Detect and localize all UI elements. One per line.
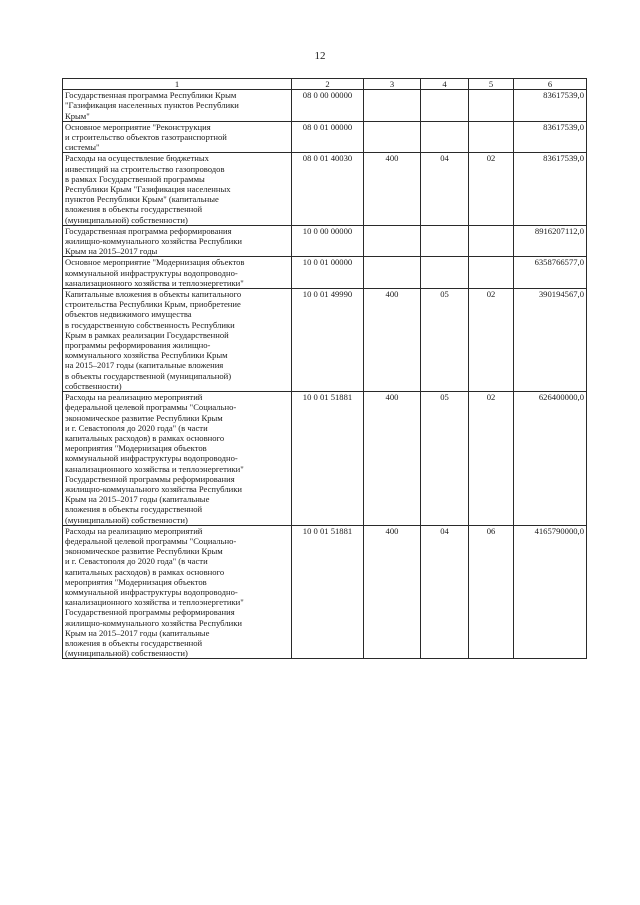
row-amount-cell: 4165790000,0 [514, 525, 587, 659]
table-row [63, 121, 587, 153]
row-section-cell: 04 [421, 153, 469, 225]
column-header: 3 [364, 79, 421, 90]
row-name-cell: Капитальные вложения в объекты капитального строительства Республики Крым, приобретение объектов недвижимого имущества в государственную собственность Республики Крым в рамках реализации Государственной программы реформирования жилищно- коммунального хозяйства Республики Крым на 2015–2017 годы (капитальные вложения в объекты государственной (муниципальной) собственности) [63, 289, 292, 392]
row-subsection-cell [469, 90, 514, 122]
row-expense-type-cell: 400 [364, 153, 421, 225]
row-subsection-cell [469, 257, 514, 289]
row-section-cell: 04 [421, 525, 469, 659]
row-code-cell: 10 0 01 51881 [292, 525, 364, 659]
column-header: 4 [421, 79, 469, 90]
table-row [63, 525, 587, 659]
row-amount-cell: 83617539,0 [514, 90, 587, 122]
row-expense-type-cell [364, 121, 421, 153]
row-subsection-cell: 02 [469, 153, 514, 225]
row-name-cell: Расходы на реализацию мероприятий федеральной целевой программы "Социально- экономическое развитие Республики Крым и г. Севастополя до 2020 года" (в части капитальных расходов) в рамках основного мероприятия "Модернизация объектов коммунальной инфраструктуры водопроводно- канализационного хозяйства и теплоэнергетики" Государственной программы реформирования жилищно-коммунального хозяйства Республики Крым на 2015–2017 годы (капитальные вложения в объекты государственной (муниципальной) собственности) [63, 525, 292, 659]
column-header: 6 [514, 79, 587, 90]
row-subsection-cell: 02 [469, 289, 514, 392]
column-header: 2 [292, 79, 364, 90]
table-row [63, 289, 587, 392]
table-row [63, 153, 587, 225]
row-name-cell: Расходы на реализацию мероприятий федеральной целевой программы "Социально- экономическое развитие Республики Крым и г. Севастополя до 2020 года" (в части капитальных расходов) в рамках основного мероприятия "Модернизация объектов коммунальной инфраструктуры водопроводно- канализационного хозяйства и теплоэнергетики" Государственной программы реформирования жилищно-коммунального хозяйства Республики Крым на 2015–2017 годы (капитальные вложения в объекты государственной (муниципальной) собственности) [63, 392, 292, 526]
page-number: 12 [314, 50, 326, 62]
row-section-cell [421, 225, 469, 257]
row-section-cell [421, 90, 469, 122]
row-section-cell: 05 [421, 392, 469, 526]
row-amount-cell: 626400000,0 [514, 392, 587, 526]
column-header: 1 [63, 79, 292, 90]
row-section-cell: 05 [421, 289, 469, 392]
row-code-cell: 08 0 01 40030 [292, 153, 364, 225]
table-row [63, 392, 587, 526]
table-header-row [63, 79, 587, 90]
column-header: 5 [469, 79, 514, 90]
row-amount-cell: 6358766577,0 [514, 257, 587, 289]
row-name-cell: Государственная программа реформирования жилищно-коммунального хозяйства Республики Крым на 2015–2017 годы [63, 225, 292, 257]
table-row [63, 90, 587, 122]
row-code-cell: 08 0 00 00000 [292, 90, 364, 122]
row-amount-cell: 83617539,0 [514, 153, 587, 225]
row-code-cell: 10 0 01 49990 [292, 289, 364, 392]
row-code-cell: 10 0 01 00000 [292, 257, 364, 289]
row-section-cell [421, 121, 469, 153]
row-name-cell: Расходы на осуществление бюджетных инвестиций на строительство газопроводов в рамках Государственной программы Республики Крым "Газификация населенных пунктов Республики Крым" (капитальные вложения в объекты государственной (муниципальной) собственности) [63, 153, 292, 225]
row-amount-cell: 8916207112,0 [514, 225, 587, 257]
row-amount-cell: 83617539,0 [514, 121, 587, 153]
table-row [63, 257, 587, 289]
table-body [63, 90, 587, 659]
row-code-cell: 08 0 01 00000 [292, 121, 364, 153]
row-subsection-cell [469, 225, 514, 257]
table-row [63, 225, 587, 257]
row-subsection-cell [469, 121, 514, 153]
row-amount-cell: 390194567,0 [514, 289, 587, 392]
row-expense-type-cell [364, 225, 421, 257]
row-expense-type-cell: 400 [364, 392, 421, 526]
row-code-cell: 10 0 01 51881 [292, 392, 364, 526]
row-expense-type-cell: 400 [364, 525, 421, 659]
row-section-cell [421, 257, 469, 289]
row-subsection-cell: 06 [469, 525, 514, 659]
row-expense-type-cell: 400 [364, 289, 421, 392]
row-name-cell: Основное мероприятие "Модернизация объектов коммунальной инфраструктуры водопроводно- канализационного хозяйства и теплоэнергетики" [63, 257, 292, 289]
row-expense-type-cell [364, 90, 421, 122]
row-code-cell: 10 0 00 00000 [292, 225, 364, 257]
row-name-cell: Основное мероприятие "Реконструкция и строительство объектов газотранспортной системы" [63, 121, 292, 153]
budget-table [62, 78, 587, 659]
row-subsection-cell: 02 [469, 392, 514, 526]
row-name-cell: Государственная программа Республики Крым "Газификация населенных пунктов Республики Крым" [63, 90, 292, 122]
row-expense-type-cell [364, 257, 421, 289]
